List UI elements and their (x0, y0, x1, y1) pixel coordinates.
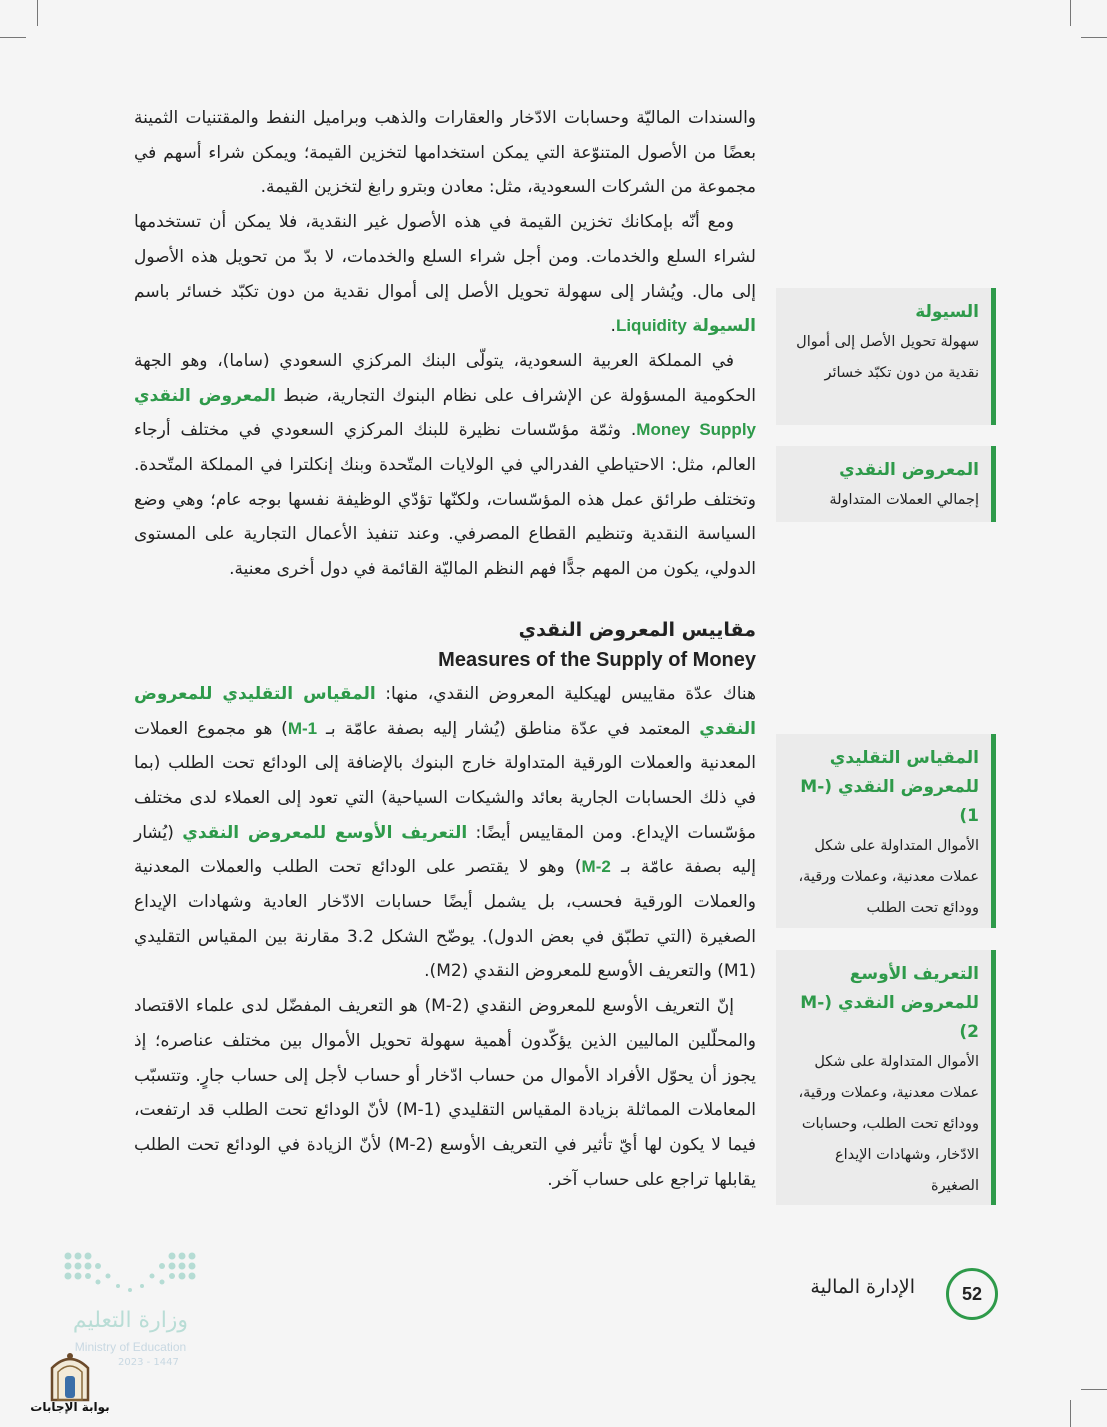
definition-text: الأموال المتداولة على شكل عملات معدنية، وعملات ورقية، وودائع تحت الطلب، وحسابات الادّخار، وشهادات الإيداع الصغيرة (798, 1054, 979, 1194)
keyword-m1-code: M-1 (287, 718, 318, 738)
crop-mark (1070, 0, 1071, 26)
paragraph-text: إنّ التعريف الأوسع للمعروض النقدي (M-2) هو التعريف المفضّل لدى علماء الاقتصاد والمحلّلين الماليين الذين يؤكّدون أهمية سهولة تحويل الأموال بين مختلف عناصره؛ إذ يجوز أن يحوّل الأفراد الأموال من حساب ادّخار أو حساب لأجل إلى حساب جارٍ. وتتسبّب المعاملات المماثلة بزيادة المقياس التقليدي (M-1) لأنّ الودائع تحت الطلب قد ارتفعت، فيما لا يكون لها أيّ تأثير في التعريف الأوسع (M-2) لأنّ الزيادة في الودائع تحت الطلب يقابلها تراجع على حساب آخر. (134, 996, 756, 1190)
ministry-name-ar: وزارة التعليم (72, 1308, 189, 1333)
keyword-m2: التعريف الأوسع للمعروض النقدي (182, 822, 468, 843)
paragraph-text: والسندات الماليّة وحسابات الادّخار والعقارات والذهب وبراميل النفط والمقتنيات الثمينة بعضًا من الأصول المتنوّعة التي يمكن استخدامها لتخزين القيمة؛ ويمكن شراء أسهم في مجموعة من الشركات السعودية، مثل: معادن وبترو رابغ لتخزين القيمة. (134, 108, 756, 198)
keyword-m1: المقياس التقليدي للمعروض النقدي (134, 683, 756, 739)
crop-mark (37, 0, 38, 26)
definition-title: السيولة (915, 302, 979, 322)
definition-text: سهولة تحويل الأصل إلى أموال نقدية من دون تكبّد خسائر (796, 334, 979, 381)
paragraph-text: المعتمد في عدّة مناطق (يُشار إليه بصفة عامّة بـ (325, 718, 691, 739)
paragraph-3 (134, 344, 756, 587)
sidebar-definition-m1 (776, 734, 996, 928)
portal-label: بوابة الإجابات (30, 1400, 110, 1414)
crop-mark (1081, 37, 1107, 38)
page-number: 52 (946, 1268, 998, 1320)
lantern-icon (30, 1348, 110, 1402)
paragraph-1 (134, 101, 756, 205)
paragraph-text: ) هو مجموع العملات المعدنية والعملات الورقية المتداولة خارج البنوك بالإضافة إلى الودائع تحت الطلب (بما في ذلك الحسابات الجارية بعائد والشيكات السياحية) التي تعود إلى العملاء لدى مختلف مؤسّسات الإيداع. ومن المقاييس أيضًا: (134, 718, 757, 843)
crop-mark (1070, 1400, 1071, 1427)
definition-text: الأموال المتداولة على شكل عملات معدنية، وعملات ورقية، وودائع تحت الطلب (798, 838, 979, 916)
ministry-year: 2023 - 1447 (118, 1357, 179, 1368)
paragraph-text: ) وهو لا يقتصر على الودائع تحت الطلب والعملات المعدنية والعملات الورقية فحسب، بل يشمل أيضًا حسابات الادّخار العادية وشهادات الإيداع الصغيرة (التي تطبّق في بعض الدول). يوضّح الشكل 3.2 مقارنة بين المقياس التقليدي (M1) والتعريف الأوسع للمعروض النقدي (M2). (134, 857, 757, 982)
definition-title: التعريف الأوسع للمعروض النقدي (M-2) (800, 964, 979, 1042)
definition-title: المعروض النقدي (839, 460, 979, 480)
section-heading-ar: مقاييس المعروض النقدي (518, 618, 756, 641)
paragraph-2: ومع أنّه بإمكانك تخزين القيمة في هذه الأصول غير النقدية، فلا يمكن أن تستخدمها لشراء السلع والخدمات. ومن أجل شراء السلع والخدمات، لا بدّ من تحويل هذه الأصول إلى مال. ويُشار إلى سهولة تحويل الأصل إلى أموال نقدية من دون تكبّد خسائر باسم السيولة Liquidity. (134, 212, 756, 337)
paragraph-text: ومع أنّه بإمكانك تخزين القيمة في هذه الأصول غير النقدية، فلا يمكن أن تستخدمها لشراء السلع والخدمات. ومن أجل شراء السلع والخدمات، لا بدّ من تحويل هذه الأصول إلى مال. ويُشار إلى سهولة تحويل الأصل إلى أموال نقدية من دون تكبّد خسائر باسم (134, 212, 756, 302)
main-text (134, 101, 756, 1197)
crop-mark (0, 37, 26, 38)
keyword-money-supply: المعروض النقدي (134, 385, 276, 406)
paragraph-text: في المملكة العربية السعودية، يتولّى البنك المركزي السعودي (ساما)، وهو الجهة الحكومية المسؤولة عن الإشراف على نظام البنوك التجارية، ضبط (134, 350, 756, 406)
paragraph-text: . وثمّة مؤسّسات نظيرة للبنك المركزي السعودي في مختلف أرجاء العالم، مثل: الاحتياطي الفدرالي في الولايات المتّحدة وبنك إنكلترا في المملكة المتّحدة. وتختلف طرائق عمل هذه المؤسّسات، ولكنّها تؤدّي الوظيفة نفسها بوجه عام؛ وهي وضع السياسة النقدية وتنظيم القطاع المصرفي. وعند تنفيذ الأعمال التجارية على المستوى الدولي، يكون من المهم جدًّا فهم النظم الماليّة القائمة في دول أخرى معنية. (134, 420, 756, 580)
keyword-liquidity: السيولة (692, 316, 756, 337)
paragraph-5 (134, 989, 756, 1197)
portal-watermark (30, 1348, 110, 1423)
ministry-name-en: Ministry of Education (74, 1340, 187, 1354)
keyword-m2-code: M-2 (581, 857, 611, 877)
definition-text: إجمالي العملات المتداولة (829, 492, 979, 508)
sidebar-definition-m2 (776, 950, 996, 1205)
paragraph-4 (134, 677, 756, 989)
logo-dots-icon (62, 1250, 202, 1300)
keyword-money-supply-en: Money Supply (636, 420, 756, 440)
sidebar-definition-liquidity (776, 288, 996, 425)
sidebar-definition-money-supply (776, 446, 996, 522)
book-title: الإدارة المالية (810, 1276, 915, 1298)
keyword-liquidity-en: Liquidity (615, 316, 687, 336)
paragraph-text: (يُشار إليه بصفة عامّة بـ (134, 822, 757, 878)
definition-title: المقياس التقليدي للمعروض النقدي (M-1) (800, 748, 979, 826)
paragraph-text: هناك عدّة مقاييس لهيكلية المعروض النقدي، منها: (385, 683, 757, 704)
section-heading-en: Measures of the Supply of Money (438, 648, 756, 671)
crop-mark (1081, 1389, 1107, 1390)
